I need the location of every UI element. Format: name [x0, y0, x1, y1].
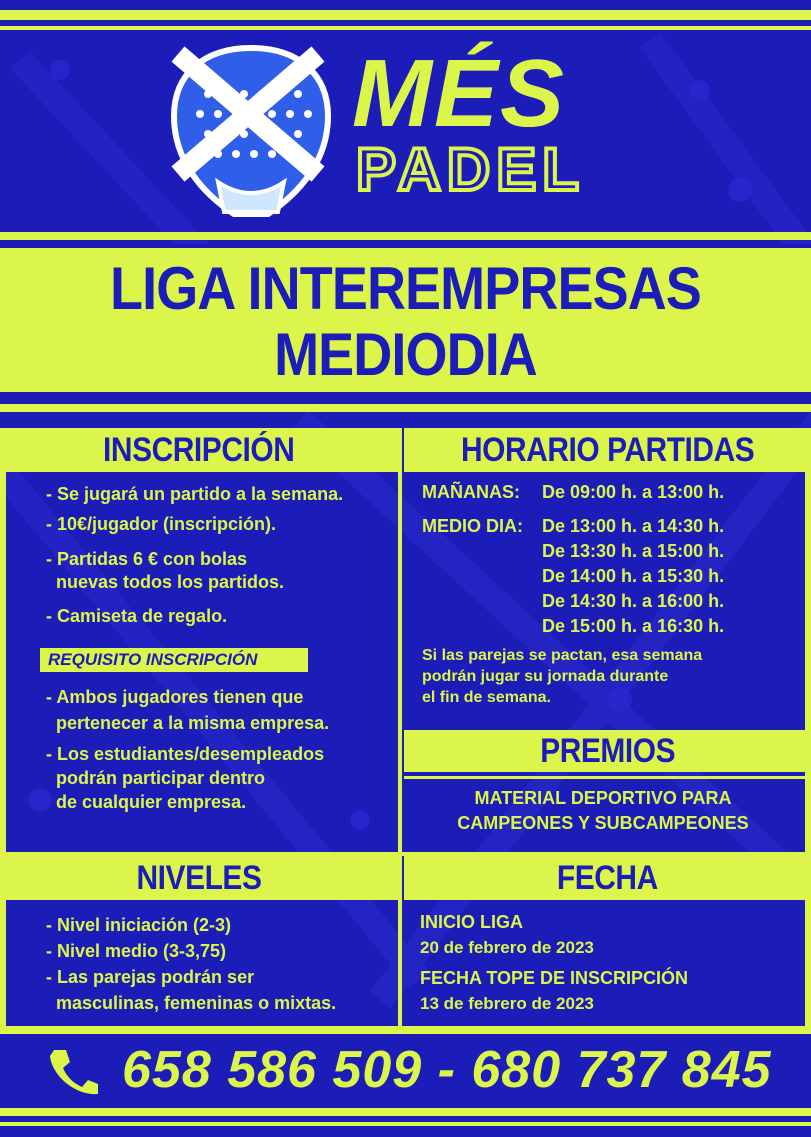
mediodia-time: De 13:30 h. a 15:00 h.	[542, 541, 725, 561]
premios-text: MATERIAL DEPORTIVO PARA CAMPEONES Y SUBCAMPEONES	[457, 788, 749, 833]
title-top-stripe	[0, 232, 811, 240]
fecha-inicio-label: INICIO LIGA	[420, 912, 523, 932]
footer-stripe-thin	[0, 1122, 811, 1126]
inscripcion-item: - Partidas 6 € con bolas nuevas todos los partidos.	[46, 549, 285, 592]
padel-racket-logo-icon	[168, 44, 334, 224]
top-stripe	[0, 26, 811, 30]
fecha-tope-label: FECHA TOPE DE INSCRIPCIÓN	[420, 968, 689, 988]
mediodia-time: De 14:30 h. a 16:00 h.	[542, 591, 725, 611]
mediodia-time: De 15:00 h. a 16:30 h.	[542, 616, 725, 636]
fecha-heading-text: FECHA	[557, 859, 658, 897]
top-stripe	[0, 10, 811, 20]
niveles-items: - Nivel iniciación (2-3) - Nivel medio (3-3,75) - Las parejas podrán ser masculinas, femeninas o mixtas.	[46, 915, 337, 1013]
premios-heading	[404, 730, 811, 772]
column-divider	[398, 428, 402, 1028]
fecha-tope-date: 13 de febrero de 2023	[420, 994, 594, 1013]
requisito-item: - Ambos jugadores tienen que pertenecer a la misma empresa.	[46, 687, 330, 733]
horario-note: Si las parejas se pactan, esa semana podrán jugar su jornada durante el fin de semana.	[422, 647, 703, 706]
inscripcion-item: - 10€/jugador (inscripción).	[46, 514, 277, 534]
fecha-inicio-date: 20 de febrero de 2023	[420, 938, 594, 957]
inscripcion-item: - Camiseta de regalo.	[46, 606, 228, 626]
horario-heading	[404, 428, 811, 472]
title-bottom-stripe	[0, 404, 811, 412]
inscripcion-heading-text: INSCRIPCIÓN	[103, 431, 295, 469]
fecha-heading	[404, 856, 811, 900]
title-line1: LIGA INTEREMPRESAS	[110, 255, 701, 322]
footer-stripe	[0, 1108, 811, 1116]
mananas-label: MAÑANAS:	[422, 482, 520, 502]
title-line2: MEDIODIA	[274, 321, 537, 388]
requisito-item: - Los estudiantes/desempleados podrán participar dentro de cualquier empresa.	[46, 744, 325, 812]
left-edge	[0, 428, 6, 1028]
brand-name-line2: PADEL	[356, 136, 585, 203]
mediodia-time: De 14:00 h. a 15:30 h.	[542, 566, 725, 586]
horario-heading-text: HORARIO PARTIDAS	[460, 431, 755, 469]
mediodia-time: De 13:00 h. a 14:30 h.	[542, 516, 725, 536]
bottom-stripe	[0, 1026, 811, 1034]
mananas-time: De 09:00 h. a 13:00 h.	[542, 482, 725, 502]
niveles-heading	[0, 856, 398, 900]
right-edge	[805, 428, 811, 1028]
requisito-heading: REQUISITO INSCRIPCIÓN	[40, 648, 308, 672]
title-banner	[0, 244, 811, 396]
premios-stripe	[404, 776, 811, 779]
inscripcion-heading	[0, 428, 398, 472]
mediodia-label: MEDIO DIA:	[422, 516, 523, 536]
inscripcion-item: - Se jugará un partido a la semana.	[46, 484, 344, 504]
brand-name-line1: MÉS	[352, 40, 567, 147]
phone-icon	[46, 1046, 100, 1096]
phone-numbers: 658 586 509 - 680 737 845	[122, 1041, 772, 1099]
premios-heading-text: PREMIOS	[540, 732, 675, 770]
niveles-heading-text: NIVELES	[136, 859, 262, 897]
